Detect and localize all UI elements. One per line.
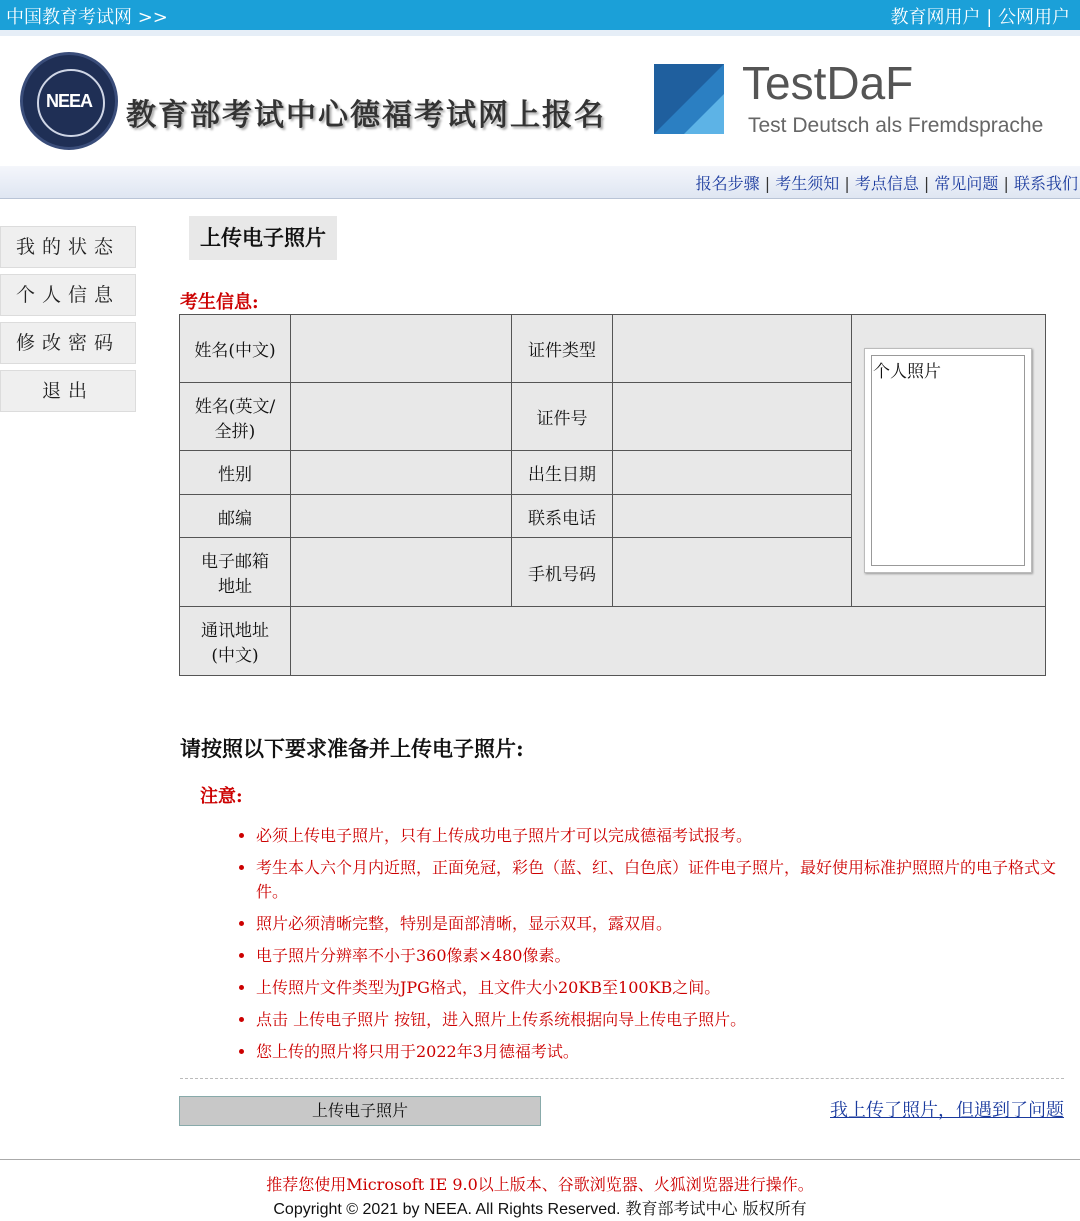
list-item: • 上传照片文件类型为JPG格式，且文件大小20KB至100KB之间。 [256, 976, 1080, 1000]
logo-shape-light [684, 94, 724, 134]
list-item: • 考生本人六个月内近照，正面免冠，彩色（蓝、红、白色底）证件电子照片，最好使用标准护照照片的电子格式文件。 [256, 856, 1080, 904]
note-label: 注意: [200, 786, 243, 807]
nav-bar [0, 166, 1080, 199]
copyright-en: Copyright © 2021 by NEEA. All Rights Reserved. [273, 1201, 621, 1218]
nav-links: 报名步骤 | 考生须知 | 考点信息 | 常见问题 | 联系我们 [695, 174, 1078, 193]
photo-frame [871, 355, 1025, 566]
label-name-en-line1: 姓名(英文/ [194, 396, 276, 417]
photo-label: 个人照片 [873, 362, 941, 382]
nav-item-notice[interactable]: 考生须知 [775, 174, 840, 193]
nav-item-sites[interactable]: 考点信息 [854, 174, 919, 193]
sidebar [0, 226, 136, 418]
instructions-heading: 请按照以下要求准备并上传电子照片: [180, 736, 524, 761]
label-name-en [180, 383, 291, 451]
sidebar-item-change-password[interactable]: 修改密码 [0, 322, 136, 364]
label-id-number: 证件号 [512, 383, 613, 451]
label-address-line1: 通讯地址 [201, 621, 269, 641]
label-id-type: 证件类型 [512, 315, 613, 383]
value-name-en [291, 383, 512, 451]
public-net-user-link[interactable]: 公网用户 [998, 7, 1070, 28]
value-mobile [613, 538, 852, 607]
upload-problem-link[interactable]: 我上传了照片，但遇到了问题 [830, 1100, 1064, 1121]
logo-text: NEEA [45, 91, 92, 111]
label-email-line1: 电子邮箱 [201, 552, 269, 572]
page-title: 上传电子照片 [189, 216, 337, 260]
label-address-line2: (中文) [211, 646, 259, 666]
label-email [180, 538, 291, 607]
divider [180, 1078, 1064, 1079]
label-email-line2: 地址 [218, 577, 252, 597]
footer-divider [0, 1159, 1080, 1160]
sidebar-item-my-status[interactable]: 我的状态 [0, 226, 136, 268]
list-item: • 您上传的照片将只用于2022年3月德福考试。 [256, 1040, 1080, 1064]
edu-net-user-link[interactable]: 教育网用户 [890, 7, 981, 28]
rules-list [234, 824, 1080, 1072]
value-birth-date [613, 451, 852, 495]
neea-logo [20, 52, 118, 150]
list-item: • 照片必须清晰完整，特别是面部清晰，显示双耳，露双眉。 [256, 912, 1080, 936]
value-id-type [613, 315, 852, 383]
nav-item-steps[interactable]: 报名步骤 [695, 174, 760, 193]
label-name-en-line2: 全拼) [214, 421, 256, 442]
testdaf-brand: TestDaF [742, 57, 914, 109]
testdaf-logo-icon [654, 64, 724, 134]
user-type-links [890, 3, 1070, 29]
sidebar-item-personal-info[interactable]: 个人信息 [0, 274, 136, 316]
label-birth-date: 出生日期 [512, 451, 613, 495]
sidebar-item-logout[interactable]: 退出 [0, 370, 136, 412]
value-id-number [613, 383, 852, 451]
site-title: 教育部考试中心德福考试网上报名 [126, 98, 606, 133]
separator: | [980, 7, 998, 28]
label-name-cn: 姓名(中文) [180, 315, 291, 383]
label-phone: 联系电话 [512, 495, 613, 538]
value-postcode [291, 495, 512, 538]
label-address [180, 607, 291, 676]
browser-recommendation: 推荐您使用Microsoft IE 9.0以上版本、谷歌浏览器、火狐浏览器进行操作。 [266, 1175, 814, 1194]
value-gender [291, 451, 512, 495]
top-bar [0, 0, 1080, 30]
list-item: • 点击 上传电子照片 按钮，进入照片上传系统根据向导上传电子照片。 [256, 1008, 1080, 1032]
value-name-cn [291, 315, 512, 383]
upload-photo-button[interactable]: 上传电子照片 [179, 1096, 541, 1126]
personal-photo-box [864, 348, 1032, 573]
header-strip [0, 30, 1080, 36]
label-mobile: 手机号码 [512, 538, 613, 607]
value-address [291, 607, 1046, 676]
label-postcode: 邮编 [180, 495, 291, 538]
list-item: • 必须上传电子照片，只有上传成功电子照片才可以完成德福考试报考。 [256, 824, 1080, 848]
copyright-cn: 教育部考试中心 版权所有 [620, 1199, 807, 1218]
copyright [0, 1196, 1080, 1219]
testdaf-subtitle: Test Deutsch als Fremdsprache [748, 114, 1044, 137]
candidate-info-label: 考生信息: [180, 292, 259, 313]
label-gender: 性别 [180, 451, 291, 495]
value-phone [613, 495, 852, 538]
value-email [291, 538, 512, 607]
neea-home-link[interactable]: 中国教育考试网 >> [6, 7, 168, 28]
nav-item-contact[interactable]: 联系我们 [1013, 174, 1078, 193]
nav-item-faq[interactable]: 常见问题 [934, 174, 999, 193]
list-item: • 电子照片分辨率不小于360像素×480像素。 [256, 944, 1080, 968]
